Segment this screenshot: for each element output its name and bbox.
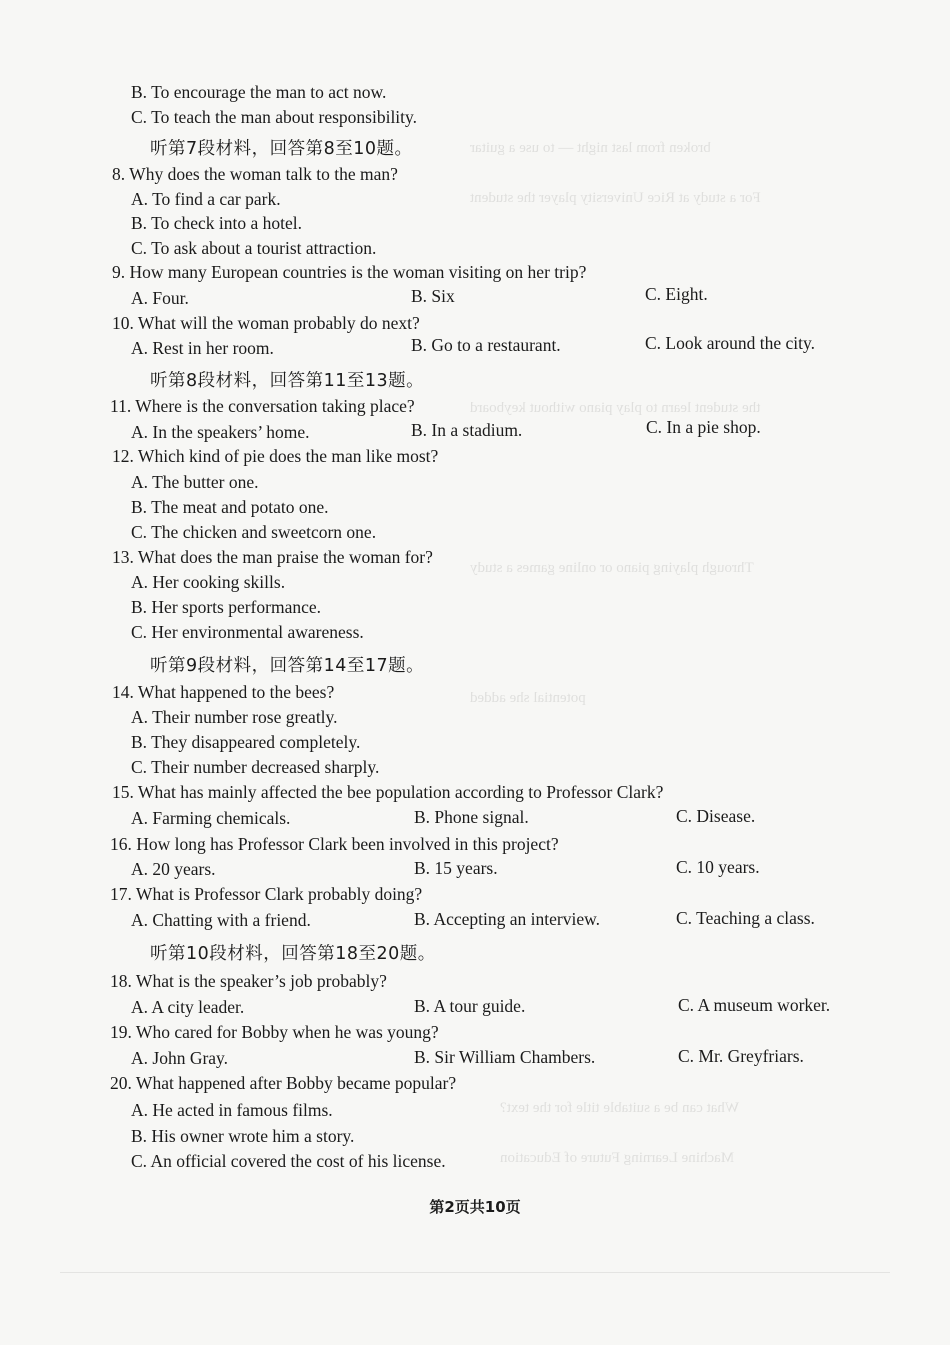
question-14-option-b: B. They disappeared completely. xyxy=(131,732,361,752)
question-16-option-b: B. 15 years. xyxy=(414,858,498,878)
question-13-option-c: C. Her environmental awareness. xyxy=(131,622,364,642)
question-8-stem: 8. Why does the woman talk to the man? xyxy=(112,164,398,184)
scan-edge-divider xyxy=(60,1272,890,1273)
question-16-option-a: A. 20 years. xyxy=(131,859,216,879)
question-17-option-a: A. Chatting with a friend. xyxy=(131,910,311,930)
question-10-option-a: A. Rest in her room. xyxy=(131,338,274,358)
section-8-heading: 听第8段材料，回答第11至13题。 xyxy=(150,371,425,391)
question-17-option-b: B. Accepting an interview. xyxy=(414,909,600,929)
question-8-option-c: C. To ask about a tourist attraction. xyxy=(131,238,377,258)
question-13-option-a: A. Her cooking skills. xyxy=(131,572,286,592)
question-14-stem: 14. What happened to the bees? xyxy=(112,682,335,702)
question-18-stem: 18. What is the speaker’s job probably? xyxy=(110,971,387,991)
section-10-heading: 听第10段材料，回答第18至20题。 xyxy=(150,944,436,964)
bleed-through-text: potential she added xyxy=(470,690,586,706)
question-10-option-c: C. Look around the city. xyxy=(645,333,815,353)
question-16-stem: 16. How long has Professor Clark been involved in this project? xyxy=(110,834,559,854)
question-20-option-c: C. An official covered the cost of his license. xyxy=(131,1151,446,1171)
question-12-option-b: B. The meat and potato one. xyxy=(131,497,329,517)
question-19-option-a: A. John Gray. xyxy=(131,1048,229,1068)
question-15-option-a: A. Farming chemicals. xyxy=(131,808,291,828)
option-c-prev: C. To teach the man about responsibility. xyxy=(131,107,418,127)
question-9-option-b: B. Six xyxy=(411,286,455,306)
question-17-stem: 17. What is Professor Clark probably doing? xyxy=(110,884,423,904)
question-11-stem: 11. Where is the conversation taking place? xyxy=(110,396,415,416)
question-19-option-c: C. Mr. Greyfriars. xyxy=(678,1046,804,1066)
question-9-stem: 9. How many European countries is the woman visiting on her trip? xyxy=(112,262,587,282)
bleed-through-text: What can be a suitable title for the text? xyxy=(500,1100,740,1116)
question-8-option-b: B. To check into a hotel. xyxy=(131,213,302,233)
page-footer: 第2页共10页 xyxy=(429,1198,521,1216)
question-18-option-b: B. A tour guide. xyxy=(414,996,526,1016)
question-14-option-c: C. Their number decreased sharply. xyxy=(131,757,380,777)
question-9-option-a: A. Four. xyxy=(131,288,189,308)
question-15-option-b: B. Phone signal. xyxy=(414,807,529,827)
question-16-option-c: C. 10 years. xyxy=(676,857,760,877)
question-12-option-c: C. The chicken and sweetcorn one. xyxy=(131,522,377,542)
question-17-option-c: C. Teaching a class. xyxy=(676,908,815,928)
bleed-through-text: For a study at Rice University player the student xyxy=(470,190,761,206)
question-9-option-c: C. Eight. xyxy=(645,284,708,304)
bleed-through-text: Through playing piano or online games a study xyxy=(470,560,754,576)
question-18-option-a: A. A city leader. xyxy=(131,997,245,1017)
question-18-option-c: C. A museum worker. xyxy=(678,995,831,1015)
question-10-option-b: B. Go to a restaurant. xyxy=(411,335,561,355)
question-12-stem: 12. Which kind of pie does the man like most? xyxy=(112,446,439,466)
section-7-heading: 听第7段材料，回答第8至10题。 xyxy=(150,139,413,159)
question-13-stem: 13. What does the man praise the woman for? xyxy=(112,547,433,567)
bleed-through-text: the student learn to play piano without keyboard xyxy=(470,400,761,416)
question-12-option-a: A. The butter one. xyxy=(131,472,259,492)
question-20-stem: 20. What happened after Bobby became popular? xyxy=(110,1073,457,1093)
question-15-stem: 15. What has mainly affected the bee population according to Professor Clark? xyxy=(112,782,664,802)
question-20-option-b: B. His owner wrote him a story. xyxy=(131,1126,355,1146)
question-19-option-b: B. Sir William Chambers. xyxy=(414,1047,596,1067)
question-11-option-c: C. In a pie shop. xyxy=(646,417,761,437)
section-9-heading: 听第9段材料，回答第14至17题。 xyxy=(150,656,425,676)
bleed-through-text: Machine Learning Future of Education xyxy=(500,1150,735,1166)
question-20-option-a: A. He acted in famous films. xyxy=(131,1100,333,1120)
question-19-stem: 19. Who cared for Bobby when he was young? xyxy=(110,1022,439,1042)
question-11-option-a: A. In the speakers’ home. xyxy=(131,422,310,442)
question-15-option-c: C. Disease. xyxy=(676,806,756,826)
question-13-option-b: B. Her sports performance. xyxy=(131,597,322,617)
option-b-prev: B. To encourage the man to act now. xyxy=(131,82,387,102)
question-14-option-a: A. Their number rose greatly. xyxy=(131,707,338,727)
question-8-option-a: A. To find a car park. xyxy=(131,189,281,209)
question-10-stem: 10. What will the woman probably do next? xyxy=(112,313,420,333)
question-11-option-b: B. In a stadium. xyxy=(411,420,523,440)
bleed-through-text: broken from last night — to use a guitar xyxy=(470,140,711,156)
